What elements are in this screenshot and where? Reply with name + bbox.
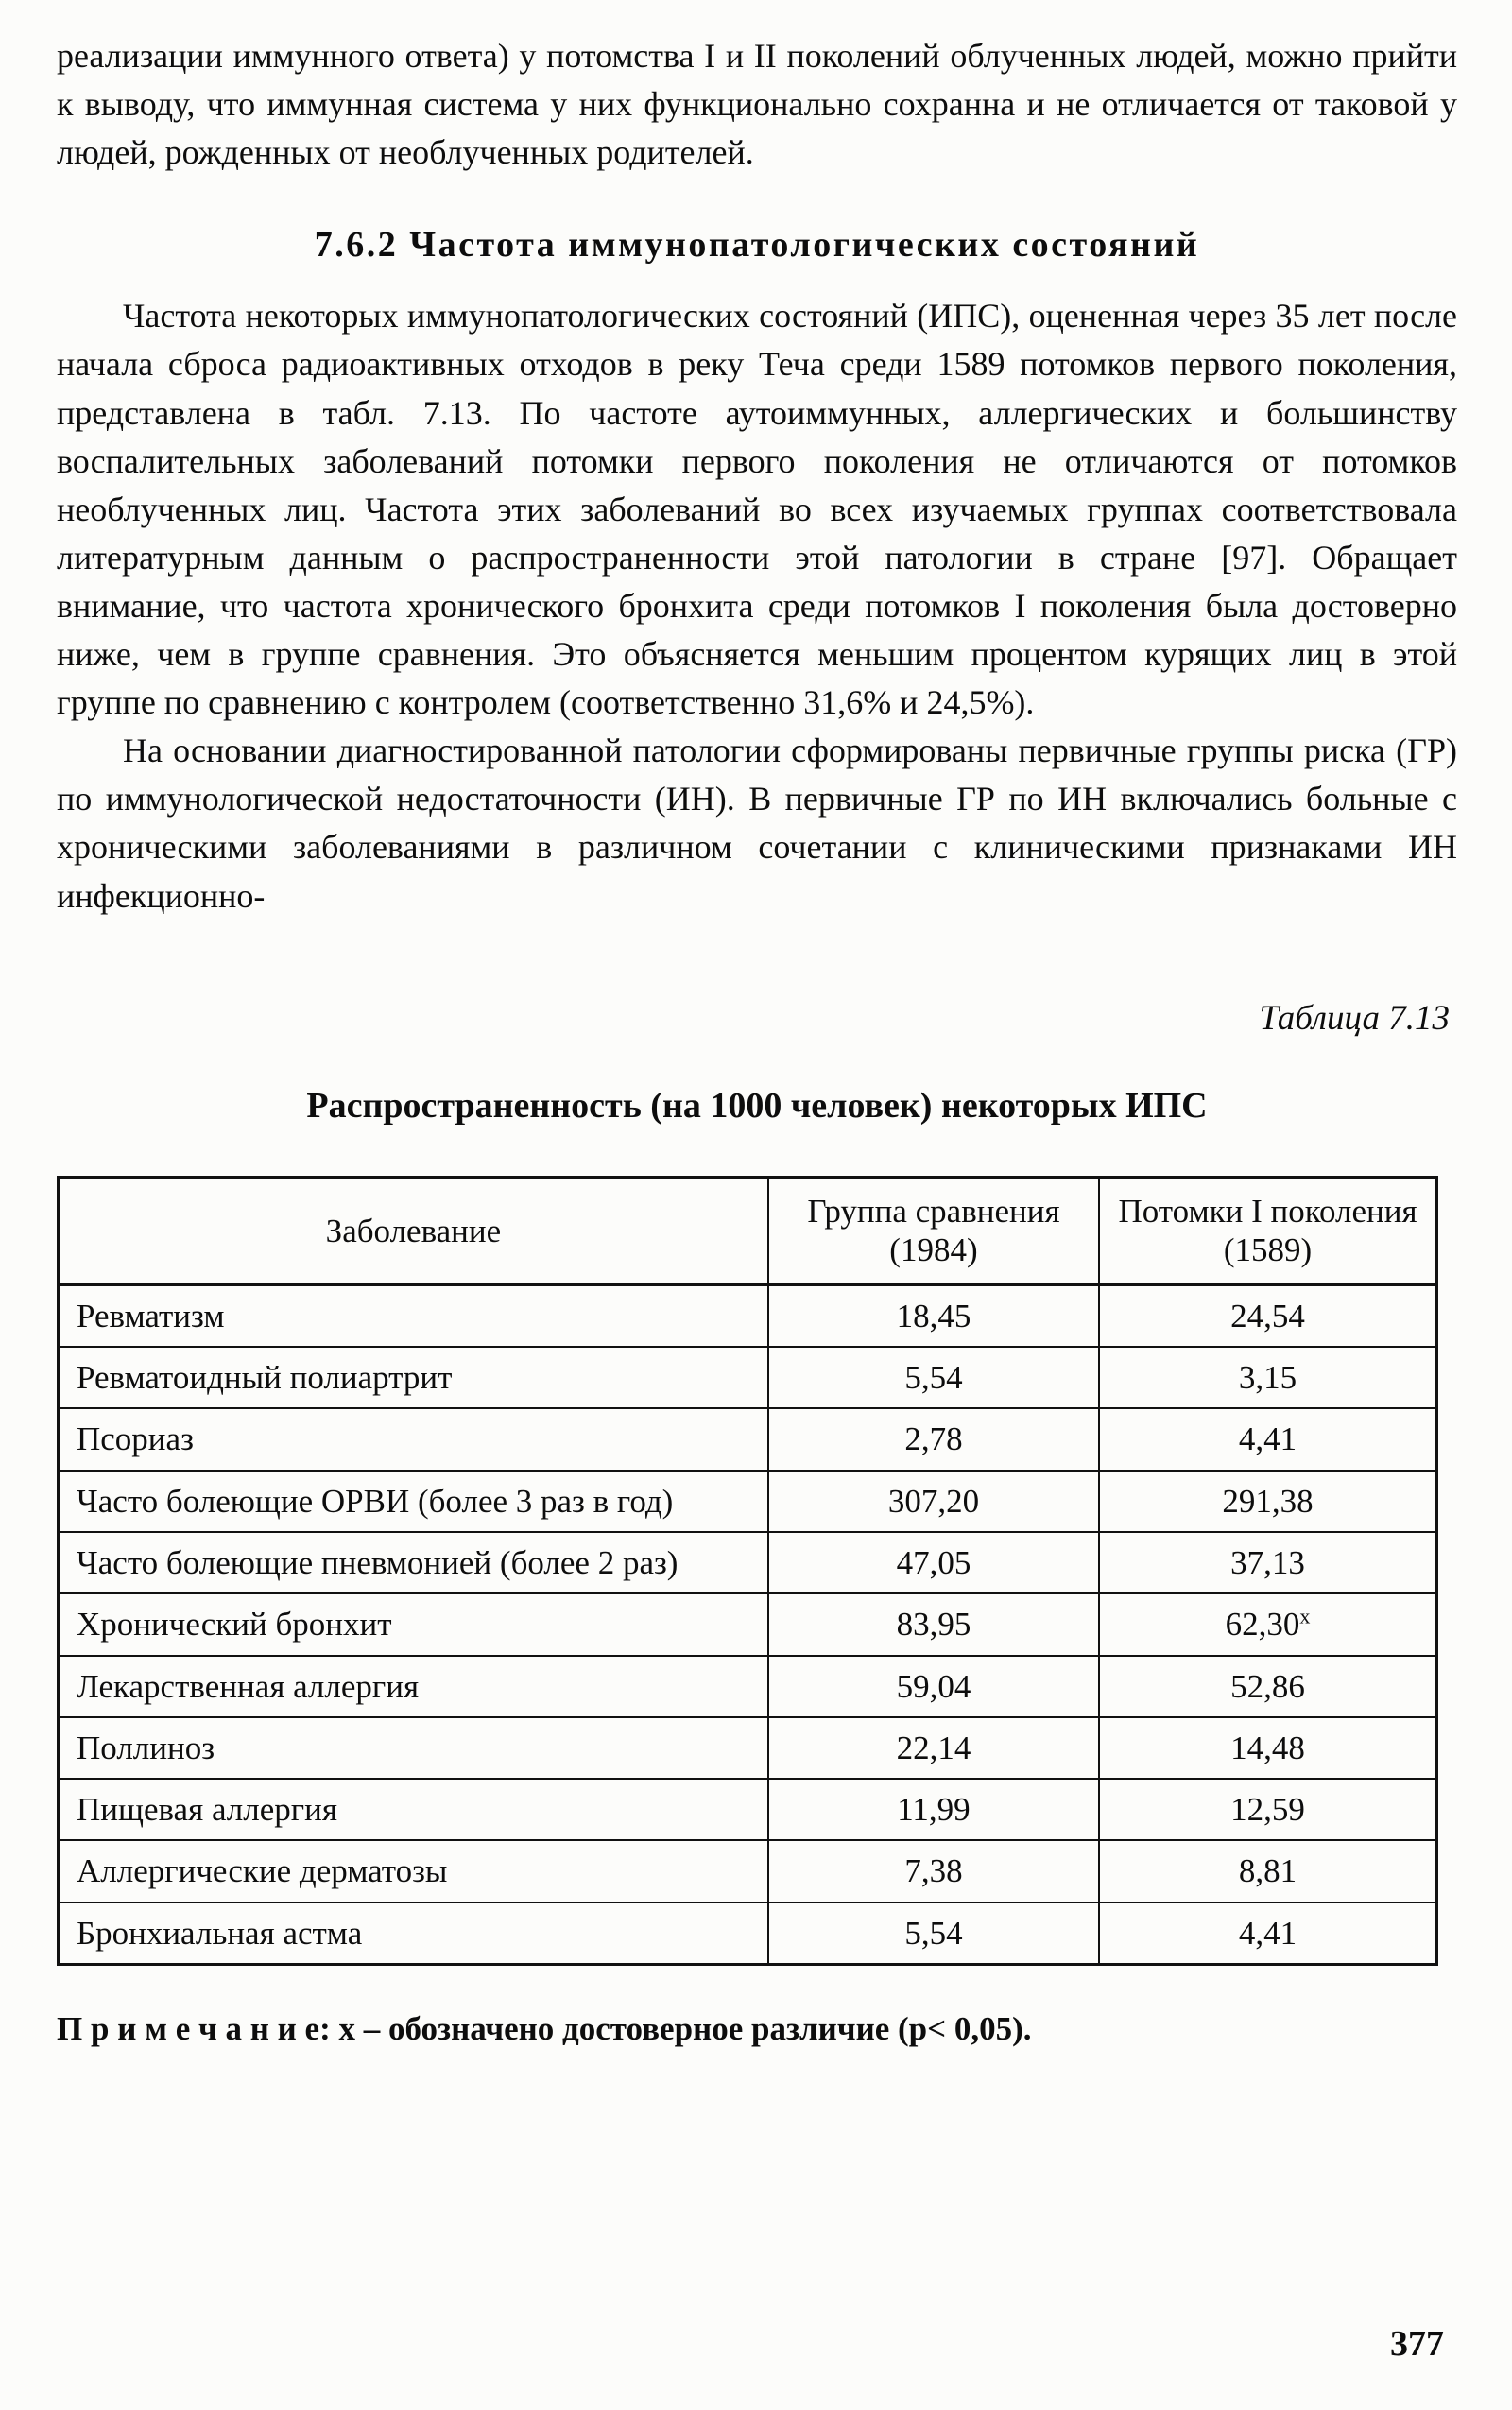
- header-descendants: Потомки I поколения (1589): [1099, 1178, 1436, 1285]
- disease-cell: Хронический бронхит: [59, 1593, 768, 1655]
- table-row: [59, 1284, 1437, 1347]
- descendants-value: 12,59: [1230, 1791, 1305, 1829]
- descendants-value: 14,48: [1230, 1729, 1305, 1766]
- descendants-value: 3,15: [1238, 1359, 1297, 1397]
- descendants-value: 37,13: [1230, 1543, 1305, 1581]
- disease-cell: Лекарственная аллергия: [59, 1656, 768, 1717]
- comparison-cell: 83,95: [768, 1593, 1099, 1655]
- descendants-value: 4,41: [1238, 1420, 1297, 1458]
- table-row: [59, 1779, 1437, 1840]
- table-title: Распространенность (на 1000 человек) некоторых ИПС: [306, 1086, 1208, 1127]
- descendants-value: 8,81: [1238, 1852, 1297, 1890]
- descendants-cell: [1099, 1284, 1436, 1347]
- table-row: [59, 1656, 1437, 1717]
- disease-cell: Ревматизм: [59, 1284, 768, 1347]
- table-row: [59, 1840, 1437, 1902]
- table-row: [59, 1408, 1437, 1470]
- table-row: [59, 1717, 1437, 1779]
- descendants-cell: [1099, 1532, 1436, 1593]
- disease-cell: Псориаз: [59, 1408, 768, 1470]
- table-footnote: П р и м е ч а н и е: x – обозначено достоверное различие (p< 0,05).: [57, 2010, 1032, 2048]
- descendants-cell: [1099, 1902, 1436, 1965]
- comparison-cell: 2,78: [768, 1408, 1099, 1470]
- disease-cell: Ревматоидный полиартрит: [59, 1347, 768, 1408]
- header-disease: Заболевание: [59, 1178, 768, 1285]
- disease-cell: Бронхиальная астма: [59, 1902, 768, 1965]
- page-number: 377: [1390, 2324, 1444, 2365]
- significance-mark: x: [1299, 1604, 1311, 1628]
- disease-cell: Аллергические дерматозы: [59, 1840, 768, 1902]
- comparison-cell: 7,38: [768, 1840, 1099, 1902]
- descendants-value: 291,38: [1222, 1482, 1314, 1520]
- descendants-cell: [1099, 1656, 1436, 1717]
- table-row: [59, 1593, 1437, 1655]
- paragraph-frequency: Частота некоторых иммунопатологических состояний (ИПС), оцененная через 35 лет после начала сброса радиоактивных отходов в реку Теча среди 1589 потомков первого поколения, представлена в табл. 7.13. По частоте аутоиммунных, аллергических и большинству воспалительных заболеваний потомки первого поколения не отличаются от потомков необлученных лиц. Частота этих заболеваний во всех изучаемых группах соответствовала литературным данным о распространенности этой патологии в стране [97]. Обращает внимание, что частота хронического бронхита среди потомков I поколения была достоверно ниже, чем в группе сравнения. Это объясняется меньшим процентом курящих лиц в этой группе по сравнению с контролем (соответственно 31,6% и 24,5%).: [57, 297, 1457, 722]
- comparison-cell: 47,05: [768, 1532, 1099, 1593]
- section-heading: 7.6.2 Частота иммунопатологических состояний: [314, 225, 1200, 266]
- comparison-cell: 59,04: [768, 1656, 1099, 1717]
- table-header-row: [59, 1178, 1437, 1285]
- descendants-value: 4,41: [1238, 1914, 1297, 1952]
- table-row: [59, 1347, 1437, 1408]
- descendants-value: 62,30: [1225, 1606, 1300, 1644]
- disease-cell: Часто болеющие ОРВИ (более 3 раз в год): [59, 1471, 768, 1532]
- comparison-cell: 5,54: [768, 1347, 1099, 1408]
- descendants-value: 24,54: [1230, 1297, 1305, 1334]
- comparison-cell: 5,54: [768, 1902, 1099, 1965]
- paragraph-risk-groups: На основании диагностированной патологии сформированы первичные группы риска (ГР) по иммунологической недостаточности (ИН). В первичные ГР по ИН включались больные с хроническими заболеваниями в различном сочетании с клиническими признаками ИН инфекционно-: [57, 732, 1457, 915]
- disease-cell: Поллиноз: [59, 1717, 768, 1779]
- descendants-value: 52,86: [1230, 1667, 1305, 1705]
- comparison-cell: 22,14: [768, 1717, 1099, 1779]
- comparison-cell: 11,99: [768, 1779, 1099, 1840]
- table-row: [59, 1532, 1437, 1593]
- descendants-cell: [1099, 1471, 1436, 1532]
- comparison-cell: 307,20: [768, 1471, 1099, 1532]
- table-row: [59, 1471, 1437, 1532]
- descendants-cell: [1099, 1347, 1436, 1408]
- descendants-cell: [1099, 1779, 1436, 1840]
- header-comparison-group: Группа сравнения (1984): [768, 1178, 1099, 1285]
- table-caption: Таблица 7.13: [1259, 998, 1450, 1038]
- disease-cell: Пищевая аллергия: [59, 1779, 768, 1840]
- ips-prevalence-table: [57, 1176, 1438, 1966]
- descendants-cell: [1099, 1717, 1436, 1779]
- disease-cell: Часто болеющие пневмонией (более 2 раз): [59, 1532, 768, 1593]
- descendants-cell: [1099, 1593, 1436, 1655]
- comparison-cell: 18,45: [768, 1284, 1099, 1347]
- descendants-cell: [1099, 1840, 1436, 1902]
- descendants-cell: [1099, 1408, 1436, 1470]
- paragraph-continuation: реализации иммунного ответа) у потомства I и II поколений облученных людей, можно прийти к выводу, что иммунная система у них функционально сохранна и не отличается от таковой у людей, рожденных от необлученных родителей.: [57, 37, 1457, 172]
- table-row: [59, 1902, 1437, 1965]
